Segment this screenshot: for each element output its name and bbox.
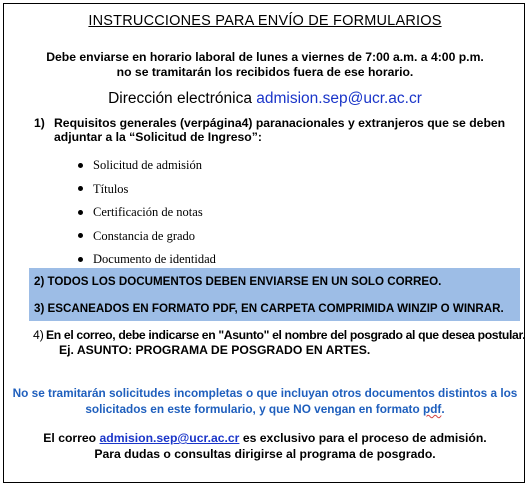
schedule-line-2: no se tramitarán los recibidos fuera de ese horario. — [116, 65, 414, 79]
incomplete-note-line-2: solicitados en este formulario, y que NO vengan en formato pdf. — [85, 402, 445, 416]
footer-line-1: El correo admision.sep@ucr.ac.cr es exclusivo para el proceso de admisión. — [43, 431, 487, 445]
single-email-instruction: 2) TODOS LOS DOCUMENTOS DEBEN ENVIARSE EN UN SOLO CORREO. — [34, 275, 442, 288]
list-item: Solicitud de admisión — [78, 157, 216, 181]
subject-example: Ej. ASUNTO: PROGRAMA DE POSGRADO EN ARTES. — [59, 343, 371, 357]
pdf-format-instruction: 3) ESCANEADOS EN FORMATO PDF, EN CARPETA COMPRIMIDA WINZIP O WINRAR. — [34, 302, 504, 315]
pdf-word: pdf — [422, 402, 442, 416]
schedule-line-1: Debe enviarse en horario laboral de lunes a viernes de 7:00 a.m. a 4:00 p.m. — [46, 50, 484, 64]
list-item: Constancia de grado — [78, 228, 216, 252]
requirements-line-1: Requisitos generales (verpágina4) paranacionales y extranjeros que se deben — [54, 116, 506, 130]
requirements-number: 1) — [34, 116, 45, 130]
admission-email-link[interactable]: admision.sep@ucr.ac.cr — [256, 90, 422, 107]
footer-line-2: Para dudas o consultas dirigirse al programa de posgrado. — [94, 447, 436, 461]
list-item: Títulos — [78, 181, 216, 205]
bullet-icon — [78, 233, 83, 238]
subject-instruction: En el correo, debe indicarse en "Asunto" el nombre del posgrado al que desea postular. — [46, 328, 526, 342]
instructions-box — [3, 3, 525, 483]
email-address-line — [4, 90, 526, 108]
requirements-list — [78, 157, 216, 275]
bullet-icon — [78, 163, 83, 168]
highlighted-instructions — [29, 268, 520, 321]
requirements-line-2: adjuntar a la “Solicitud de Ingreso”: — [54, 130, 262, 144]
list-item: Documento de identidad — [78, 251, 216, 275]
bullet-icon — [78, 257, 83, 262]
list-item: Certificación de notas — [78, 204, 216, 228]
bullet-icon — [78, 186, 83, 191]
page-title: INSTRUCCIONES PARA ENVÍO DE FORMULARIOS — [88, 13, 442, 29]
email-label: Dirección electrónica — [108, 90, 252, 107]
incomplete-note-line-1: No se tramitarán solicitudes incompletas o que incluyan otros documentos distintos a los — [12, 386, 518, 400]
item4-number: 4) — [33, 328, 44, 342]
bullet-icon — [78, 210, 83, 215]
footer-email-link[interactable]: admision.sep@ucr.ac.cr — [99, 431, 240, 445]
